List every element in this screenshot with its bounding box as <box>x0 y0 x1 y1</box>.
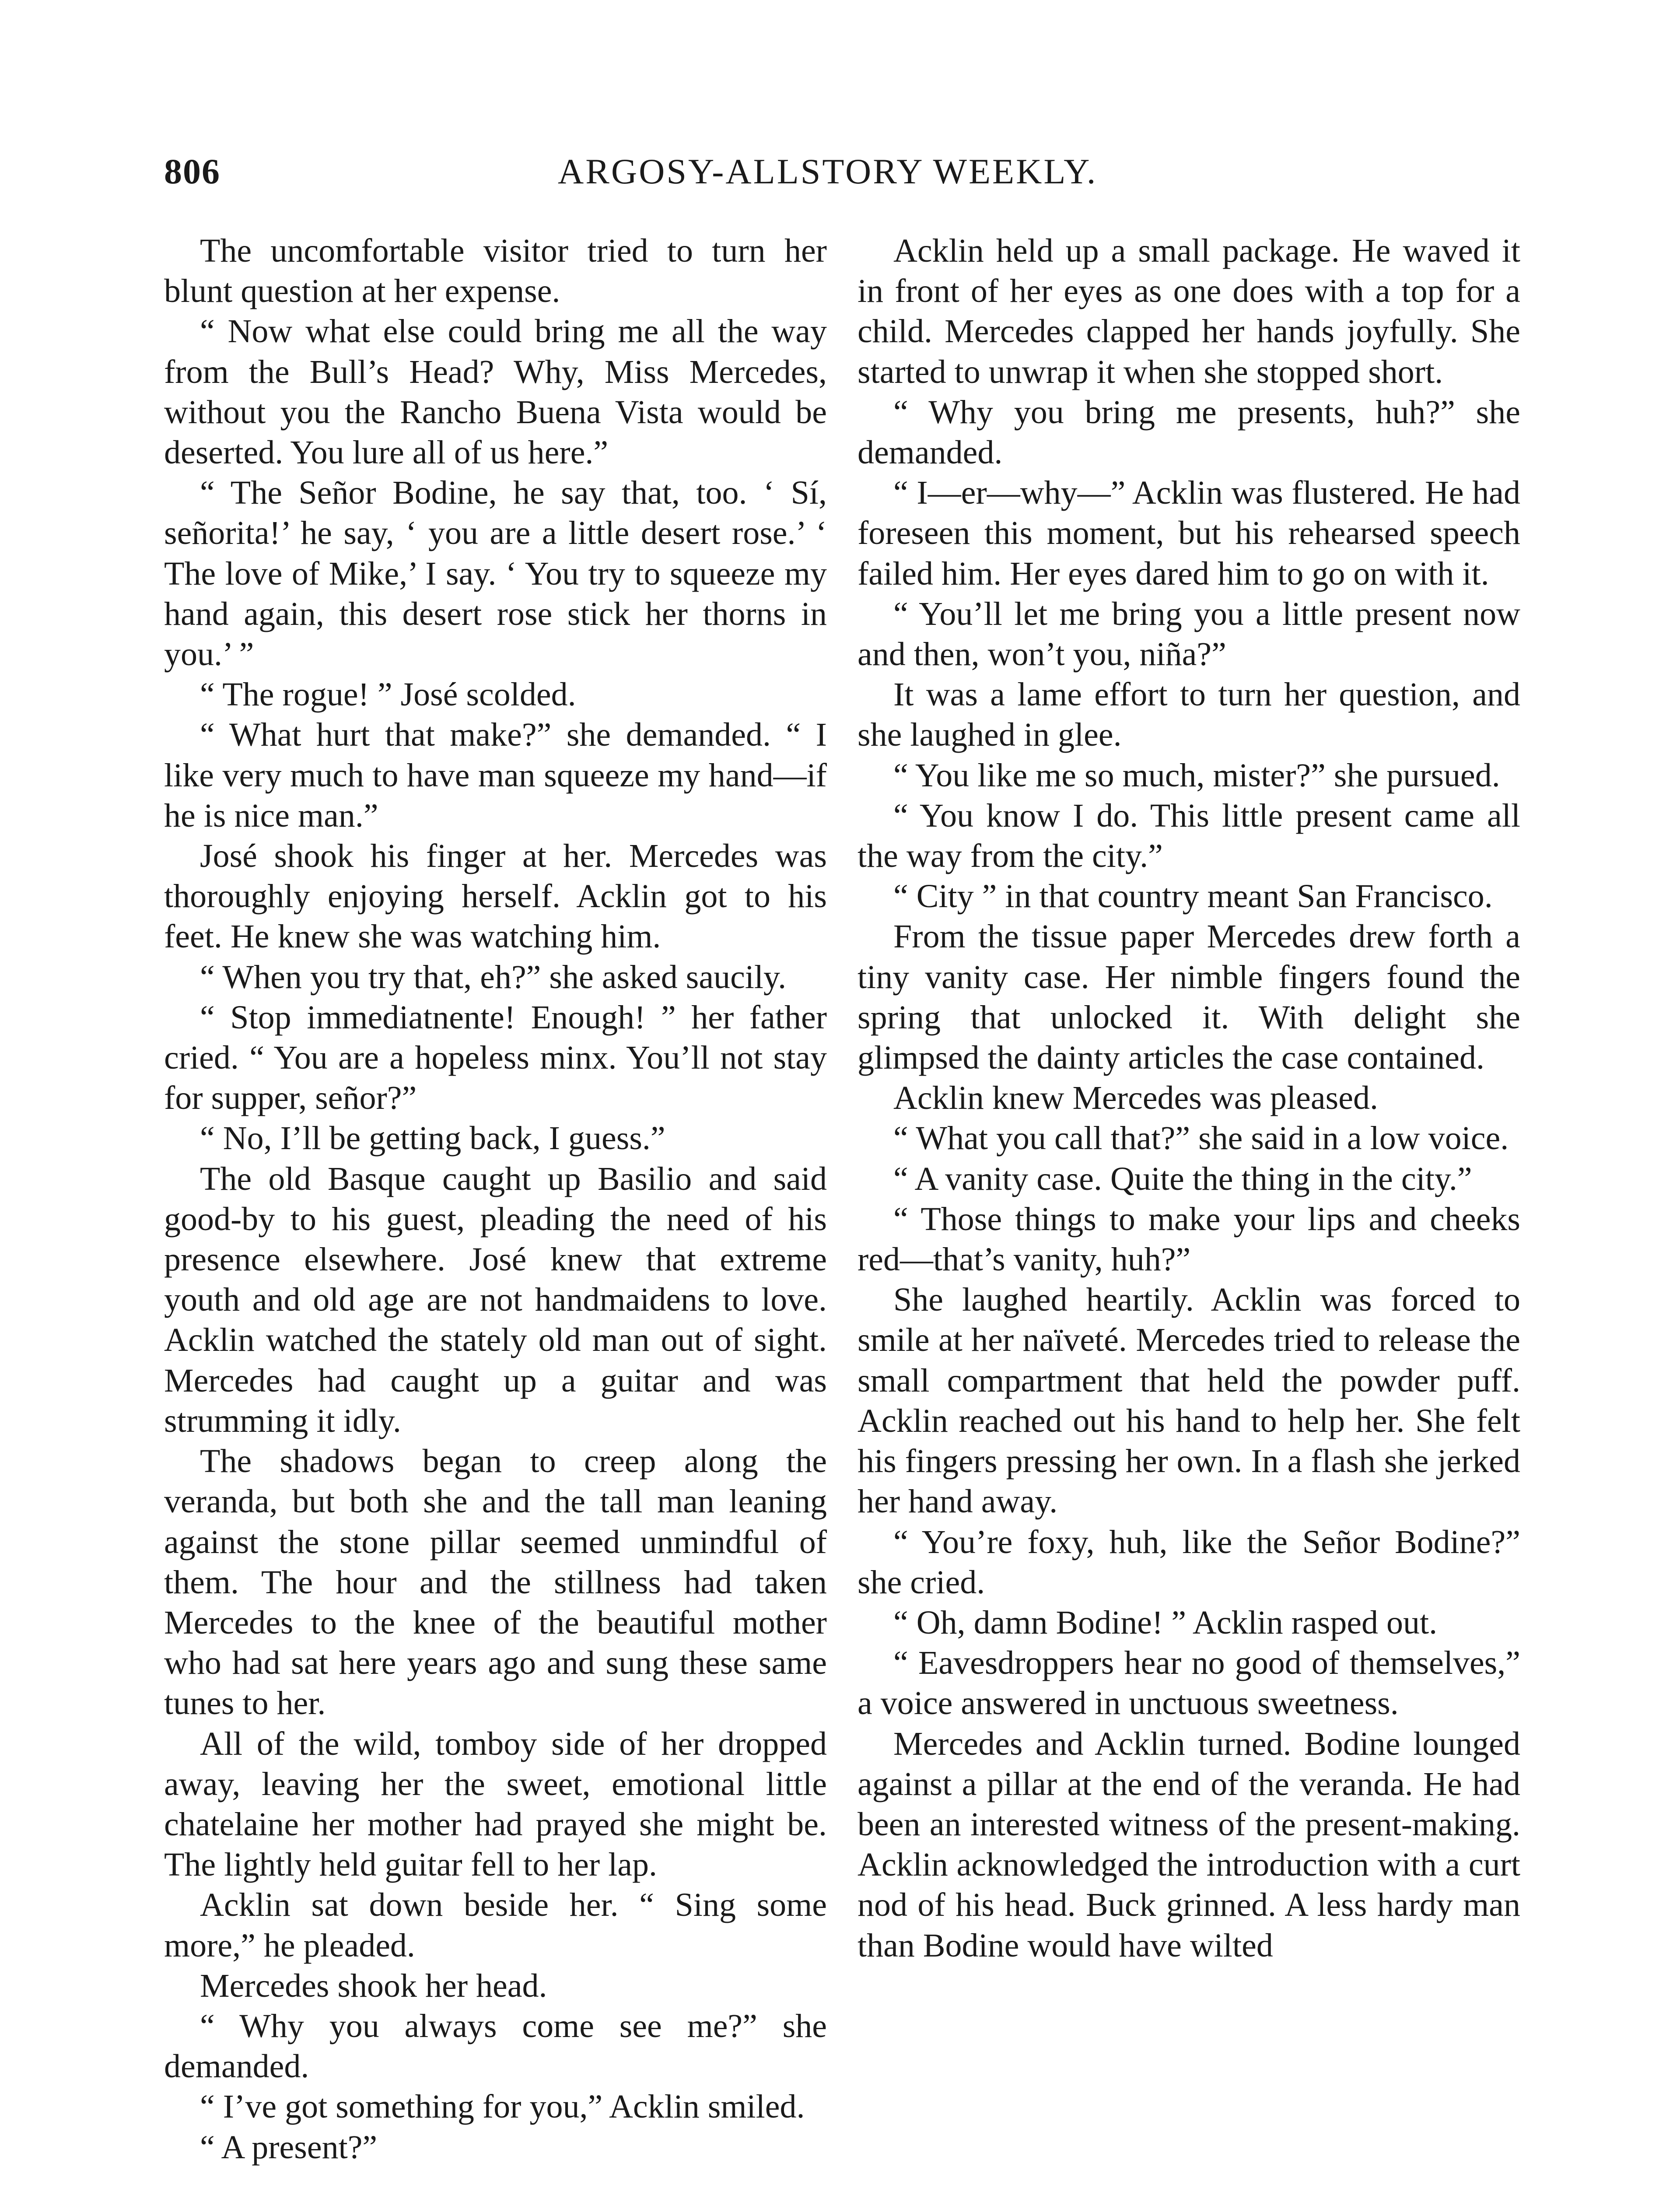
paragraph: “ Oh, damn Bodine! ” Acklin rasped out. <box>893 1604 1438 1641</box>
paragraph: “ A present?” <box>200 2128 378 2166</box>
paragraph: All of the wild, tomboy side of her dropped away, leaving her the sweet, emotional little chatelaine her mother had prayed she might be. The lightly held guitar fell to her lap. <box>164 1725 827 1883</box>
right-column <box>858 231 1520 1966</box>
paragraph: “ What hurt that make?” she demanded. “ I like very much to have man squeeze my hand—if he is nice man.” <box>164 716 827 834</box>
paragraph: Acklin held up a small package. He waved it in front of her eyes as one does with a top for a child. Mercedes clapped her hands joyfully. She started to unwrap it when she stopped short. <box>858 232 1520 390</box>
paragraph: “ When you try that, eh?” she asked saucily. <box>200 958 787 996</box>
paragraph: “ You know I do. This little present came all the way from the city.” <box>858 797 1520 875</box>
paragraph: Acklin knew Mercedes was pleased. <box>893 1080 1378 1117</box>
paragraph: “ Stop immediatnente! Enough! ” her father cried. “ You are a hopeless minx. You’ll not stay for supper, señor?” <box>164 999 827 1117</box>
paragraph: “ You like me so much, mister?” she pursued. <box>893 757 1500 794</box>
paragraph: “ You’re foxy, huh, like the Señor Bodine?” she cried. <box>858 1523 1520 1601</box>
left-column <box>164 231 827 2167</box>
paragraph: The shadows began to creep along the veranda, but both she and the tall man leaning against the stone pillar seemed unmindful of them. The hour and the stillness had taken Mercedes to the knee of the beautiful mother who had sat here years ago and sung these same tunes to her. <box>164 1443 827 1722</box>
paragraph: José shook his finger at her. Mercedes was thoroughly enjoying herself. Acklin got to his feet. He knew she was watching him. <box>164 838 827 955</box>
paragraph: “ Why you always come see me?” she demanded. <box>164 2007 827 2085</box>
paragraph: “ What you call that?” she said in a low voice. <box>893 1120 1509 1157</box>
paragraph: From the tissue paper Mercedes drew forth a tiny vanity case. Her nimble fingers found the spring that unlocked it. With delight she glimpsed the dainty articles the case contained. <box>858 918 1520 1076</box>
paragraph: She laughed heartily. Acklin was forced to smile at her naïveté. Mercedes tried to release the small compartment that held the powder puff. Acklin reached out his hand to help her. She felt his fingers pressing her own. In a flash she jerked her hand away. <box>858 1281 1520 1520</box>
paragraph: “ I—er—why—” Acklin was flustered. He had foreseen this moment, but his rehearsed speech failed him. Her eyes dared him to go on with it. <box>858 474 1520 592</box>
paragraph: “ The Señor Bodine, he say that, too. ‘ Sí, señorita!’ he say, ‘ you are a little desert rose.’ ‘ The love of Mike,’ I say. ‘ You try to squeeze my hand again, this desert rose stick her thorns in you.’ ” <box>164 474 827 673</box>
paragraph: The old Basque caught up Basilio and said good-by to his guest, pleading the need of his presence elsewhere. José knew that extreme youth and old age are not handmaidens to love. Acklin watched the stately old man out of sight. Mercedes had caught up a guitar and was strumming it idly. <box>164 1160 827 1439</box>
paragraph: “ A vanity case. Quite the thing in the city.” <box>893 1160 1472 1197</box>
paragraph: “ Why you bring me presents, huh?” she demanded. <box>858 393 1520 471</box>
page-number: 806 <box>164 151 220 191</box>
paragraph: Mercedes shook her head. <box>200 1967 547 2004</box>
paragraph: “ Now what else could bring me all the way from the Bull’s Head? Why, Miss Mercedes, without you the Rancho Buena Vista would be deserted. You lure all of us here.” <box>164 313 827 471</box>
paragraph: “ Those things to make your lips and cheeks red—that’s vanity, huh?” <box>858 1200 1520 1278</box>
paragraph: The uncomfortable visitor tried to turn her blunt question at her expense. <box>164 232 827 310</box>
paragraph: Acklin sat down beside her. “ Sing some more,” he pleaded. <box>164 1886 827 1964</box>
paragraph: It was a lame effort to turn her question, and she laughed in glee. <box>858 676 1520 754</box>
running-head: ARGOSY-ALLSTORY WEEKLY. <box>558 151 1098 191</box>
paragraph: Mercedes and Acklin turned. Bodine lounged against a pillar at the end of the veranda. He had been an interested witness of the present-making. Acklin acknowledged the introduction with a curt nod of his head. Buck grinned. A less hardy man than Bodine would have wilted <box>858 1725 1520 1964</box>
paragraph: “ No, I’ll be getting back, I guess.” <box>200 1120 665 1157</box>
paragraph: “ I’ve got something for you,” Acklin smiled. <box>200 2088 805 2125</box>
paragraph: “ City ” in that country meant San Francisco. <box>893 878 1493 915</box>
page-header <box>164 151 1518 199</box>
paragraph: “ You’ll let me bring you a little present now and then, won’t you, niña?” <box>858 595 1520 673</box>
paragraph: “ The rogue! ” José scolded. <box>200 676 576 713</box>
paragraph: “ Eavesdroppers hear no good of themselves,” a voice answered in unctuous sweetness. <box>858 1645 1520 1722</box>
